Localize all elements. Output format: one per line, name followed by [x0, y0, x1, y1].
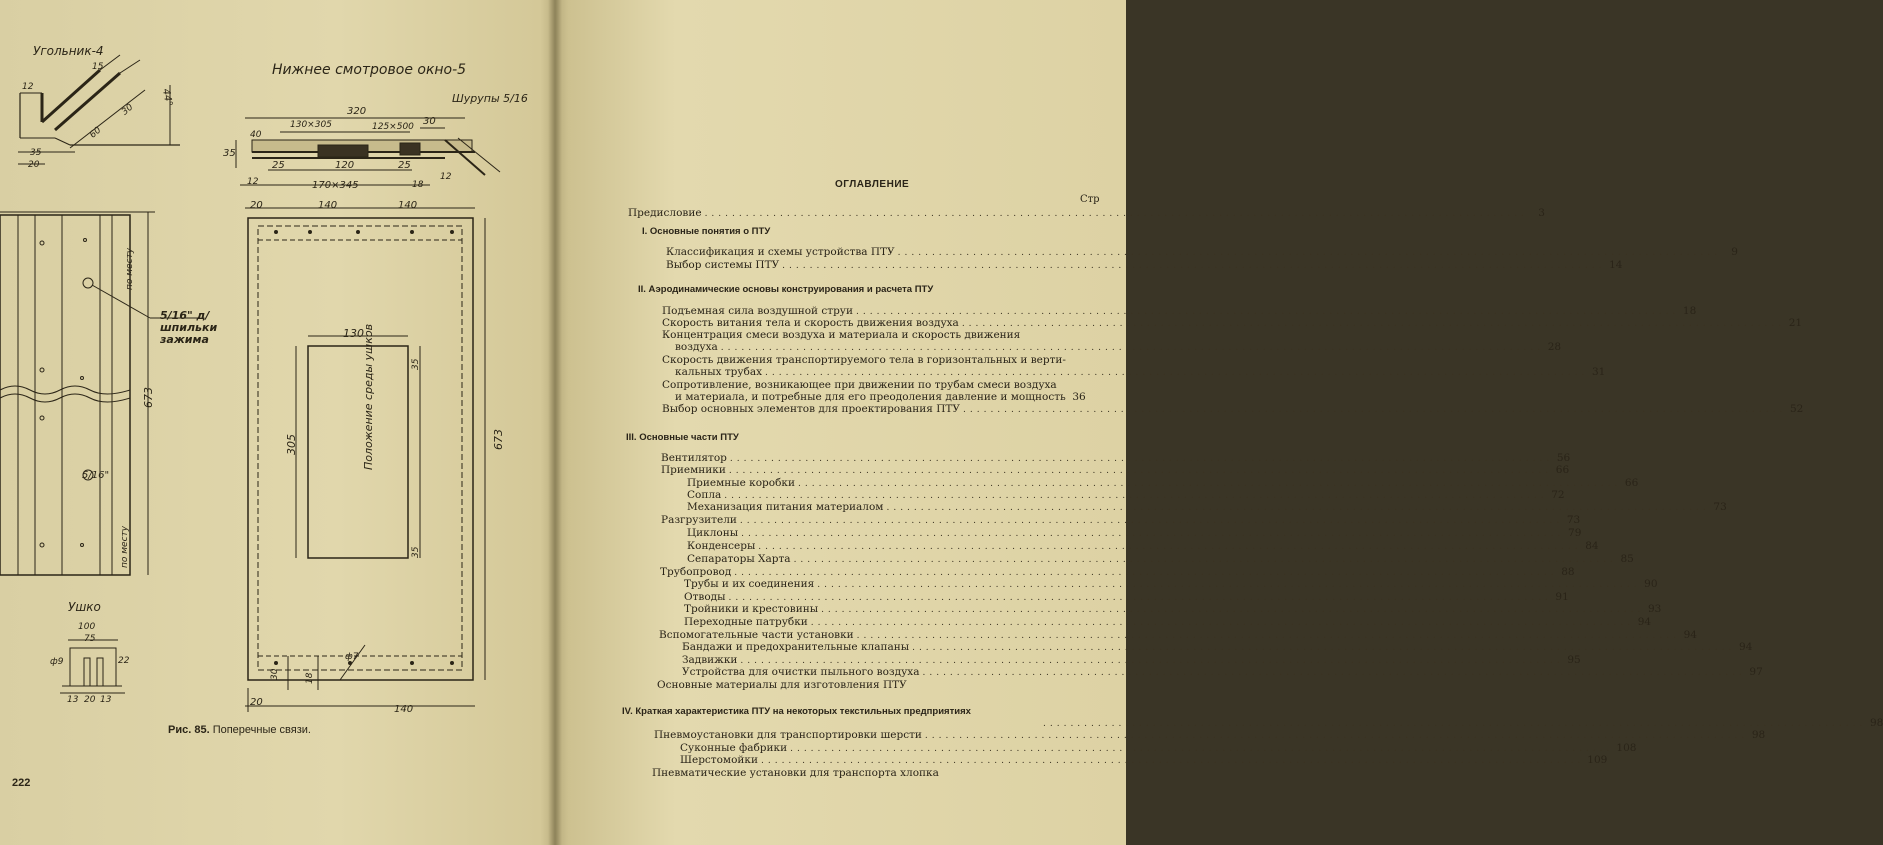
- label-shurupy: Шурупы 5/16: [452, 92, 528, 105]
- toc-entry[interactable]: [684, 578, 1658, 591]
- toc-entry-text: Устройства для очистки пыльного воздуха: [682, 666, 920, 678]
- dim-130x305: 130×305: [290, 120, 332, 130]
- dim-12b: 12: [440, 172, 452, 182]
- toc-page-number: 36: [1072, 391, 1086, 403]
- toc-entry-text: Разгрузители: [661, 514, 737, 526]
- dim-140-bottom: 140: [394, 704, 414, 715]
- right-page: [560, 0, 1883, 845]
- dim-a60: 60: [88, 125, 104, 141]
- toc-entry-text: Механизация питания материалом: [687, 501, 884, 513]
- toc-entry-text: воздуха: [675, 341, 718, 353]
- toc-leader-dots: ........................................................................................................................: [728, 593, 1552, 603]
- label-po-mestu-top: по месту: [125, 247, 135, 290]
- toc-page-number: 97: [1749, 666, 1763, 678]
- toc-title: ОГЛАВЛЕНИЕ: [835, 179, 910, 190]
- toc-entry[interactable]: [654, 729, 1766, 742]
- toc-entry[interactable]: [661, 514, 1581, 527]
- toc-entry-text: Подъемная сила воздушной струи: [662, 305, 853, 317]
- dim-u22: 22: [118, 656, 130, 666]
- toc-entry-text: Классификация и схемы устройства ПТУ: [666, 246, 895, 258]
- toc-leader-dots: ........................................................................................................................: [856, 631, 1680, 641]
- toc-entry[interactable]: [657, 679, 917, 692]
- toc-entry-text: Трубы и их соединения: [684, 578, 815, 590]
- toc-leader-dots: ........................................................................................................................: [729, 454, 1554, 464]
- toc-leader-dots: ........................................................................................................................: [741, 529, 1565, 539]
- toc-leader-dots: ........................................................................................................................: [765, 368, 1589, 378]
- dim-a12: 12: [22, 82, 34, 92]
- toc-entry-text: Выбор основных элементов для проектирования ПТУ: [662, 403, 960, 415]
- toc-page-number: 3: [1538, 207, 1545, 219]
- page-column-label: Стр: [1080, 194, 1100, 205]
- label-bolt: 5/16" д/шпильки зажима: [160, 309, 218, 346]
- label-ushko: Ушко: [68, 600, 101, 614]
- toc-leader-dots: ........................................................................................................................: [897, 248, 1721, 258]
- dim-a15: 15: [92, 62, 104, 72]
- figure-caption: [168, 724, 311, 736]
- dim-18: 18: [412, 180, 424, 190]
- toc-page-number: 94: [1739, 641, 1753, 653]
- toc-page-number: 98: [1869, 717, 1883, 729]
- toc-page-number: 85: [1620, 553, 1634, 565]
- toc-entry[interactable]: [684, 603, 1662, 616]
- label-polozhenie: Положение среды ушков: [362, 323, 375, 470]
- toc-entry-text: Скорость движения транспортируемого тела в горизонтальных и верти-: [662, 354, 1066, 366]
- toc-entry-text: Выбор системы ПТУ: [666, 259, 780, 271]
- dim-305: 305: [285, 434, 298, 455]
- label-shpilka: 5/16": [82, 470, 110, 481]
- toc-entry-text: Переходные патрубки: [684, 616, 808, 628]
- toc-section-heading: IV. Краткая характеристика ПТУ на некоторых текстильных предприятиях: [622, 706, 971, 717]
- toc-page-number: 90: [1644, 578, 1658, 590]
- toc-entry[interactable]: [682, 641, 1753, 654]
- eyelet-drawing: [60, 640, 125, 693]
- dim-170x345: 170×345: [312, 180, 359, 191]
- toc-page-number: 94: [1637, 616, 1652, 628]
- toc-entry-text: Тройники и крестовины: [684, 603, 819, 615]
- toc-entry-text: Концентрация смеси воздуха и материала и скорость движения: [662, 329, 1021, 341]
- toc-entry[interactable]: [628, 207, 1545, 220]
- toc-entry-text: Приемные коробки: [687, 477, 795, 489]
- toc-page-number: 31: [1591, 366, 1606, 378]
- toc-entry-text: Приемники: [661, 464, 726, 476]
- label-window: Нижнее смотровое окно-5: [272, 62, 467, 78]
- toc-leader-dots: ........................................................................................................................: [912, 643, 1736, 653]
- toc-leader-dots: ........................................................................................................................: [720, 343, 1545, 353]
- toc-page-number: 73: [1713, 501, 1727, 513]
- dim-130: 130: [343, 327, 364, 340]
- toc-page-number: 21: [1788, 317, 1803, 329]
- toc-entry-text: Сопла: [687, 489, 722, 501]
- toc-page-number: 56: [1556, 452, 1571, 464]
- toc-leader-dots: ........................................................................................................................: [740, 656, 1564, 666]
- toc-entry[interactable]: [684, 616, 1652, 629]
- toc-entry[interactable]: [687, 540, 1599, 553]
- dim-673-right: 673: [492, 429, 505, 450]
- dim-35a: 35: [411, 358, 421, 370]
- dim-30: 30: [423, 116, 436, 127]
- toc-leader-dots: ........................................................................................................................: [728, 466, 1553, 476]
- dim-35: 35: [223, 148, 236, 159]
- dim-120: 120: [335, 160, 355, 171]
- toc-entry-text: Предисловие: [628, 207, 702, 219]
- dim-25a: 25: [272, 160, 285, 171]
- toc-entry[interactable]: [687, 501, 1727, 514]
- toc-leader-dots: ........................................................................................................................: [739, 516, 1564, 526]
- dim-40: 40: [250, 130, 262, 140]
- toc-leader-dots: ........................................................................................................................: [790, 744, 1614, 754]
- toc-page-number: 108: [1616, 742, 1637, 754]
- toc-entry-text: Скорость витания тела и скорость движения воздуха: [662, 317, 959, 329]
- dim-140a: 140: [318, 200, 338, 211]
- toc-page-number: 98: [1751, 729, 1766, 741]
- dim-a30: 30: [120, 102, 136, 118]
- toc-page-number: 79: [1568, 527, 1582, 539]
- dim-20-bottom: 20: [250, 697, 263, 708]
- dim-u9: ф9: [50, 657, 64, 667]
- toc-leader-dots: ........................................................................................................................: [886, 503, 1710, 513]
- toc-page-number: 28: [1547, 341, 1562, 353]
- toc-leader-dots: ........................................................................................................................: [758, 542, 1582, 552]
- dim-u75: 75: [84, 634, 96, 644]
- toc-entry-text: Трубопровод: [660, 566, 732, 578]
- toc-leader-dots: ........................................................................................................................: [782, 261, 1606, 271]
- toc-entry[interactable]: [682, 666, 1763, 679]
- page-number: 222: [12, 777, 31, 789]
- toc-entry-text: Пневмоустановки для транспортировки шерсти: [654, 729, 922, 741]
- toc-leader-dots: ........................................................................................................................: [704, 209, 1528, 219]
- toc-leader-dots: ........................................................................................................................: [734, 568, 1558, 578]
- toc-entry-text: Вентилятор: [661, 452, 727, 464]
- toc-page-number: 66: [1624, 477, 1639, 489]
- toc-entry-text: Сепараторы Харта: [687, 553, 791, 565]
- toc-page-number: 9: [1731, 246, 1738, 258]
- toc-entry-text: Суконные фабрики: [680, 742, 788, 754]
- toc-leader-dots: ........................................................................................................................: [817, 580, 1641, 590]
- toc-page-number: 66: [1555, 464, 1570, 476]
- toc-leader-dots: ........................................................................................................................: [922, 668, 1746, 678]
- toc-entry[interactable]: [661, 464, 1570, 477]
- toc-entry[interactable]: [675, 366, 1606, 379]
- toc-entry-text: Основные материалы для изготовления ПТУ: [657, 679, 907, 691]
- toc-entry[interactable]: [675, 341, 1562, 354]
- toc-leader-dots: ........................................................................................................................: [793, 555, 1617, 565]
- toc-leader-dots: ........................................................................................................................: [724, 491, 1548, 501]
- toc-page-number: 14: [1609, 259, 1623, 271]
- toc-leader-dots: ........................................................................................................................: [760, 756, 1585, 766]
- toc-entry[interactable]: [687, 553, 1634, 566]
- toc-entry[interactable]: [666, 259, 1623, 272]
- toc-leader-dots: ........................................................................................................................: [810, 618, 1635, 628]
- dim-12a: 12: [247, 177, 259, 187]
- dim-phi7: ф7: [345, 652, 359, 662]
- dim-a35: 35: [30, 148, 42, 158]
- toc-page-number: 94: [1683, 629, 1697, 641]
- dim-u100: 100: [78, 622, 96, 632]
- window-section-drawing: [236, 118, 500, 185]
- toc-page-number: 93: [1648, 603, 1662, 615]
- toc-entry-text: Конденсеры: [687, 540, 756, 552]
- toc-entry[interactable]: [680, 754, 1608, 767]
- toc-leader-dots: ........................................................................................................................: [821, 605, 1645, 615]
- toc-section-heading: III. Основные части ПТУ: [626, 432, 739, 443]
- toc-entry-line: [652, 767, 939, 780]
- toc-section-heading: I. Основные понятия о ПТУ: [642, 226, 771, 237]
- toc-entry-text: Циклоны: [687, 527, 739, 539]
- label-ugolnik: Угольник-4: [33, 44, 104, 58]
- toc-entry[interactable]: [666, 246, 1738, 259]
- dim-20-top: 20: [250, 200, 263, 211]
- caption-text: Поперечные связи.: [212, 724, 311, 736]
- dim-320: 320: [347, 106, 367, 117]
- toc-page-number: 88: [1561, 566, 1575, 578]
- toc-list: [560, 0, 1883, 845]
- side-strip-drawing: [0, 212, 200, 575]
- toc-page-number: 95: [1567, 654, 1581, 666]
- technical-drawing: [0, 0, 555, 845]
- dim-18v: 18: [305, 672, 315, 684]
- toc-leader-dots: ........................................................................................................................: [963, 405, 1787, 415]
- toc-page-number: 84: [1585, 540, 1599, 552]
- toc-entry-text: кальных трубах: [675, 366, 763, 378]
- toc-entry[interactable]: [687, 527, 1582, 540]
- toc-leader-dots: ........................................................................................................................: [924, 731, 1749, 741]
- dim-140b: 140: [398, 200, 418, 211]
- dim-25b: 25: [398, 160, 411, 171]
- label-po-mestu-bottom: по месту: [120, 525, 130, 568]
- left-page: [0, 0, 555, 845]
- dim-a44: 44°: [159, 87, 174, 108]
- toc-entry-text: Сопротивление, возникающее при движении по трубам смеси воздуха: [662, 379, 1057, 391]
- dim-a20: 20: [28, 160, 40, 170]
- caption-number: Рис. 85.: [168, 724, 210, 736]
- toc-leader-dots: ........................................................................................................................: [855, 307, 1680, 317]
- toc-page-number: 109: [1587, 754, 1608, 766]
- toc-entry-text: Пневматические установки для транспорта хлопка: [652, 767, 939, 779]
- toc-entry-text: Шерстомойки: [680, 754, 758, 766]
- dim-u13: 13: [67, 695, 79, 705]
- toc-page-number: 18: [1682, 305, 1697, 317]
- toc-entry-text: Отводы: [684, 591, 726, 603]
- dim-125x500: 125×500: [372, 122, 414, 132]
- toc-page-number: 52: [1789, 403, 1804, 415]
- toc-entry-text: Вспомогательные части установки: [659, 629, 854, 641]
- toc-entry-text: Задвижки: [682, 654, 738, 666]
- dim-673-left: 673: [142, 387, 155, 408]
- dim-35b: 35: [411, 546, 421, 558]
- dim-u20: 20: [84, 695, 96, 705]
- toc-page-number: 72: [1551, 489, 1565, 501]
- toc-section-heading: II. Аэродинамические основы конструирования и расчета ПТУ: [638, 284, 934, 295]
- toc-entry[interactable]: [662, 403, 1804, 416]
- dim-30v: 30: [270, 668, 280, 680]
- toc-entry-text: Бандажи и предохранительные клапаны: [682, 641, 910, 653]
- toc-leader-dots: ........................................................................................................................: [1043, 719, 1867, 729]
- toc-page-number: 73: [1566, 514, 1581, 526]
- toc-entry-text: и материала, и потребные для его преодоления давление и мощность: [675, 391, 1066, 403]
- dim-u13b: 13: [100, 695, 112, 705]
- toc-leader-dots: ........................................................................................................................: [961, 319, 1786, 329]
- toc-page-number: 91: [1555, 591, 1569, 603]
- toc-leader-dots: ........................................................................................................................: [797, 479, 1622, 489]
